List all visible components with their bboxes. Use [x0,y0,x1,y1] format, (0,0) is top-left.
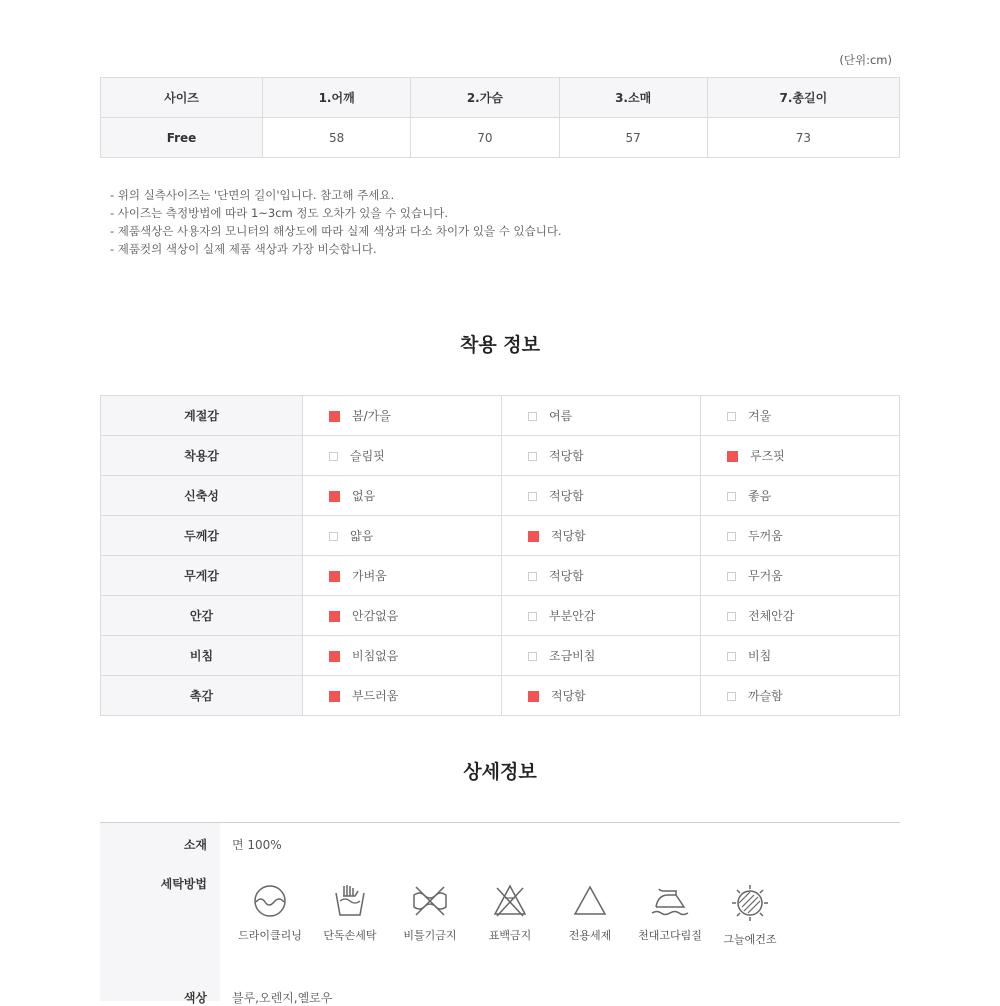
fit-option-label: 적당함 [551,529,586,543]
care-item [710,883,790,947]
no-bleach-icon [492,883,528,919]
fit-option [303,516,502,556]
fit-row-label: 안감 [101,596,303,636]
fit-option-label: 봄/가을 [352,409,391,423]
size-notes [110,186,562,258]
unchecked-box-icon [528,492,537,501]
fit-option-label: 적당함 [549,569,584,583]
size-unit-label: (단위:cm) [839,53,892,67]
checked-box-icon [528,531,539,542]
fit-row-label: 계절감 [101,396,303,436]
care-item [390,883,470,947]
fit-option [502,596,701,636]
care-label: 드라이클리닝 [238,929,302,942]
care-item [470,883,550,947]
care-label: 단독손세탁 [323,929,377,942]
fit-row [101,476,900,516]
care-item [310,883,390,947]
size-value-cell: 73 [707,118,899,158]
fit-option [502,436,701,476]
fit-row [101,436,900,476]
fit-option [303,596,502,636]
fit-row [101,596,900,636]
fit-row-label: 착용감 [101,436,303,476]
size-table-row [101,118,900,158]
fit-option [502,556,701,596]
fit-option [701,436,900,476]
size-value-cell: 70 [411,118,559,158]
fit-option [502,476,701,516]
fit-option [701,396,900,436]
fit-option-label: 두꺼움 [748,529,783,543]
fit-option-label: 부드러움 [352,689,399,703]
fit-row [101,676,900,716]
unchecked-box-icon [528,412,537,421]
care-label: 비틀기금지 [403,929,457,942]
fit-table-body [101,396,900,716]
fit-option [502,516,701,556]
checked-box-icon [329,411,340,422]
fit-option-label: 부분안감 [549,609,596,623]
fit-option [701,676,900,716]
fit-info-title: 착용 정보 [459,334,541,356]
color-value: 블루,오렌지,옐로우 [232,991,333,1005]
unchecked-box-icon [528,572,537,581]
fit-option [303,556,502,596]
fit-option-label: 무거움 [748,569,783,583]
fit-option [303,676,502,716]
fit-option [701,636,900,676]
fit-row-label: 신축성 [101,476,303,516]
note-line: - 위의 실측사이즈는 '단면의 길이'입니다. 참고해 주세요. [110,188,395,202]
hand-wash-icon [332,883,368,919]
unchecked-box-icon [727,492,736,501]
fit-option-label: 비침없음 [352,649,399,663]
iron-icon [650,883,690,919]
fit-option-label: 전체안감 [748,609,795,623]
fit-row-label: 비침 [101,636,303,676]
fit-option [701,516,900,556]
fit-row [101,516,900,556]
care-item [550,883,630,947]
color-label: 색상 [183,991,207,1005]
care-label: 전용세제 [568,929,612,942]
unchecked-box-icon [727,412,736,421]
unchecked-box-icon [528,452,537,461]
fit-option-label: 없음 [352,489,376,503]
fit-row-label: 무게감 [101,556,303,596]
checked-box-icon [528,691,539,702]
wash-label: 세탁방법 [160,877,207,891]
fit-row-label: 촉감 [101,676,303,716]
care-icons [230,883,790,947]
fit-row-label: 두께감 [101,516,303,556]
note-line: - 제품색상은 사용자의 모니터의 해상도에 따라 실제 색상과 다소 차이가 있을 수 있습니다. [110,224,562,238]
note-line: - 사이즈는 측정방법에 따라 1~3cm 정도 오차가 있을 수 있습니다. [110,206,449,220]
unchecked-box-icon [727,652,736,661]
fit-row [101,636,900,676]
fit-option [701,476,900,516]
fit-option [502,676,701,716]
detail-info-title: 상세정보 [463,761,537,783]
fit-option [502,396,701,436]
fit-row [101,396,900,436]
material-label: 소재 [183,838,207,852]
fit-row [101,556,900,596]
unchecked-box-icon [329,532,338,541]
checked-box-icon [329,571,340,582]
size-table-header-row [101,78,900,118]
care-label: 그늘에건조 [723,933,777,946]
fit-option-label: 좋음 [748,489,772,503]
size-header-cell: 2.가슴 [411,78,559,118]
care-label: 천대고다림질 [638,929,702,942]
fit-option-label: 겨울 [748,409,772,423]
fit-option-label: 안감없음 [352,609,399,623]
size-value-cell: 58 [263,118,411,158]
fit-option-label: 얇음 [350,529,374,543]
fit-option-label: 적당함 [551,689,586,703]
unchecked-box-icon [528,612,537,621]
material-value: 면 100% [232,838,282,852]
fit-option [701,556,900,596]
care-label: 표백금지 [488,929,532,942]
size-header-cell: 1.어깨 [263,78,411,118]
fit-option-label: 여름 [549,409,573,423]
fit-option-label: 루즈핏 [750,449,785,463]
no-wring-icon [410,883,450,919]
shade-dry-icon [730,883,770,923]
fit-option-label: 슬림핏 [350,449,385,463]
checked-box-icon [329,611,340,622]
fit-option [303,396,502,436]
size-header-cell: 3.소매 [559,78,707,118]
size-header-cell: 7.총길이 [707,78,899,118]
unchecked-box-icon [727,572,736,581]
detail-info-panel [100,822,900,1005]
fit-option-label: 조금비침 [549,649,596,663]
unchecked-box-icon [329,452,338,461]
unchecked-box-icon [727,612,736,621]
fit-table [100,395,900,716]
care-item [630,883,710,947]
detergent-icon [572,883,608,919]
size-row-label: Free [101,118,263,158]
checked-box-icon [329,651,340,662]
unchecked-box-icon [727,692,736,701]
care-item [230,883,310,947]
dry-clean-icon [252,883,288,919]
checked-box-icon [329,691,340,702]
size-value-cell: 57 [559,118,707,158]
checked-box-icon [727,451,738,462]
fit-option-label: 적당함 [549,449,584,463]
size-header-cell: 사이즈 [101,78,263,118]
fit-option-label: 가벼움 [352,569,387,583]
size-table [100,77,900,158]
fit-option [502,636,701,676]
fit-option-label: 비침 [748,649,772,663]
fit-option [303,476,502,516]
unchecked-box-icon [528,652,537,661]
note-line: - 제품컷의 색상이 실제 제품 색상과 가장 비슷합니다. [110,242,377,256]
fit-option-label: 적당함 [549,489,584,503]
fit-option [701,596,900,636]
fit-option [303,436,502,476]
fit-option-label: 까슬함 [748,689,783,703]
unchecked-box-icon [727,532,736,541]
checked-box-icon [329,491,340,502]
fit-option [303,636,502,676]
